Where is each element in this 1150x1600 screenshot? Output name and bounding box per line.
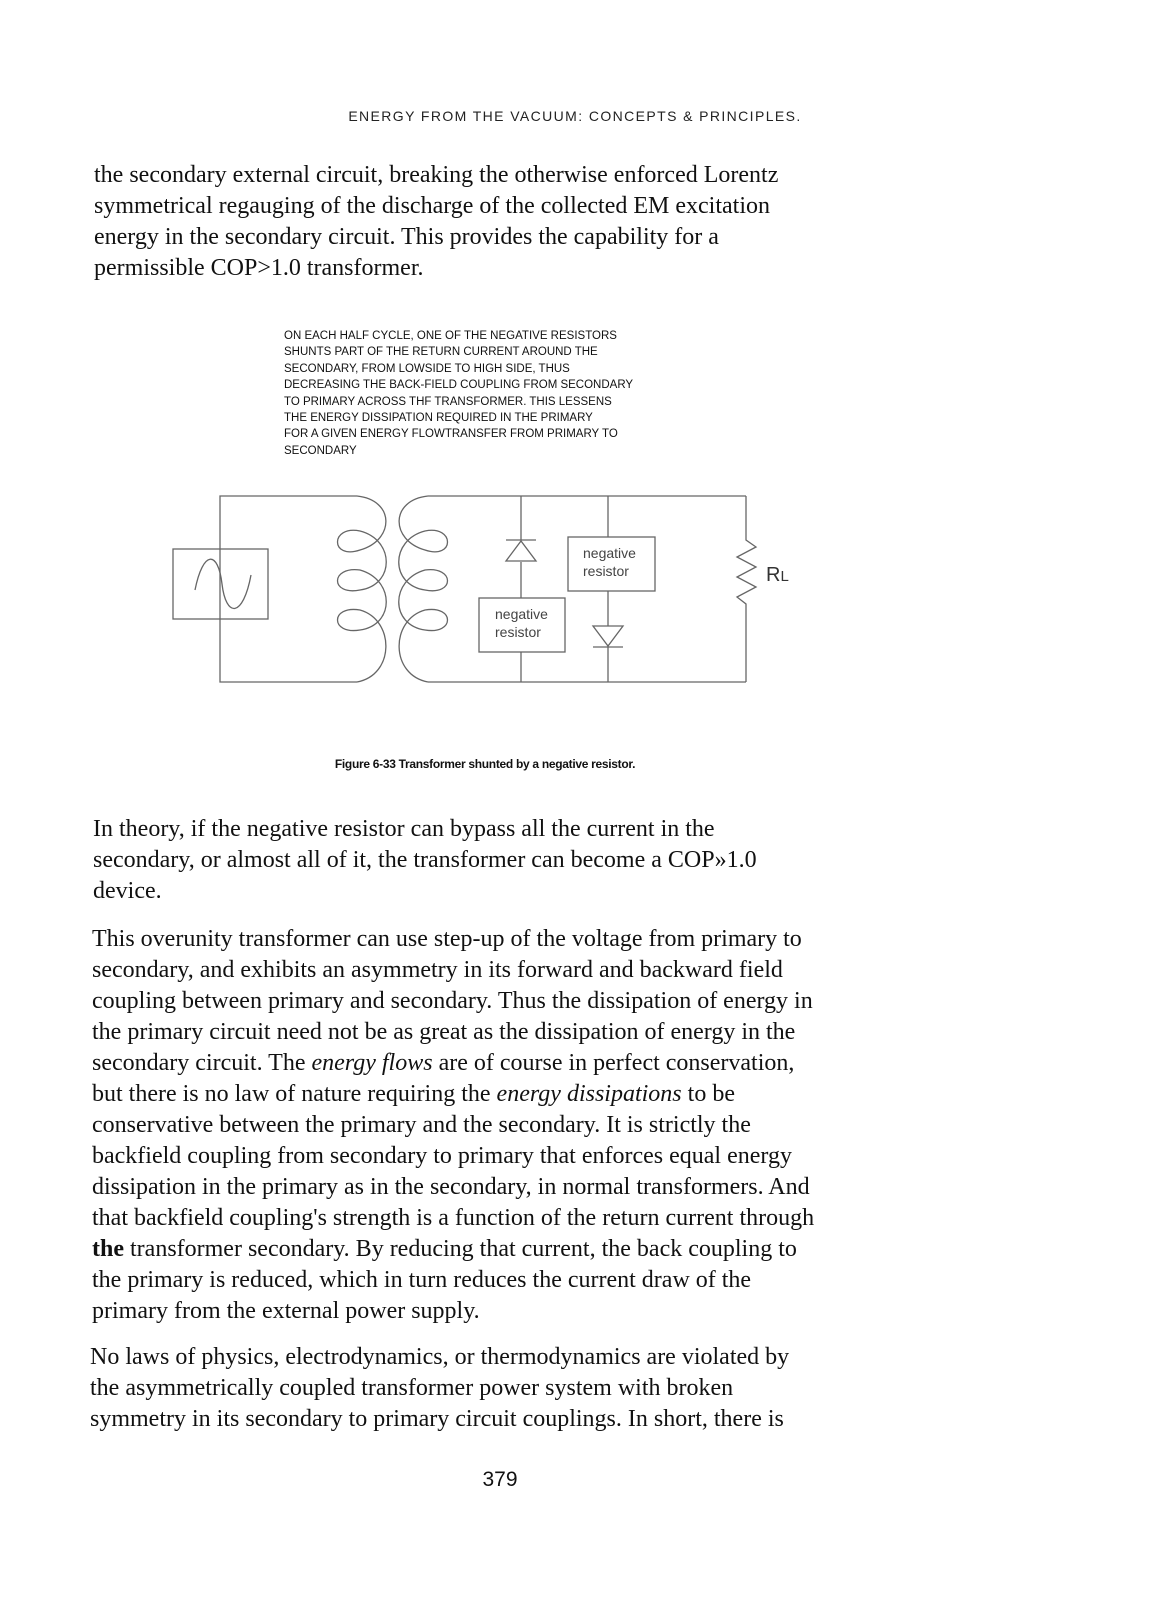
paragraph-3 [92, 924, 814, 1327]
text-line [92, 1048, 814, 1079]
annotation-line: ON EACH HALF CYCLE, ONE OF THE NEGATIVE RESISTORS [284, 330, 617, 342]
text-run: but there is no law of nature requiring the [92, 1081, 497, 1107]
text-line [92, 1079, 814, 1110]
transformer-circuit-diagram [0, 0, 1150, 760]
emphasis-energy-flows: energy flows [311, 1050, 433, 1076]
diode-up-icon [506, 540, 536, 561]
text-line: that backfield coupling's strength is a function of the return current through [92, 1205, 815, 1231]
page-number: 379 [482, 1468, 518, 1491]
secondary-coil [399, 496, 448, 682]
text-line: energy in the secondary circuit. This provides the capability for a [94, 224, 719, 250]
text-run: are of course in perfect conservation, [432, 1050, 795, 1076]
emphasis-energy-dissipations: energy dissipations [496, 1081, 682, 1107]
annotation-line: DECREASING THE BACK-FIELD COUPLING FROM SECONDARY [284, 379, 634, 392]
text-line: primary from the external power supply. [92, 1298, 480, 1324]
bold-word-the: the [92, 1236, 124, 1262]
text-run: secondary circuit. The [92, 1050, 312, 1076]
text-line: the primary circuit need not be as great as the dissipation of energy in the [92, 1019, 796, 1045]
paragraph-4 [90, 1342, 789, 1435]
annotation-line: SECONDARY, FROM LOWSIDE TO HIGH SIDE, THUS [284, 362, 570, 375]
annotation-line: FOR A GIVEN ENERGY FLOWTRANSFER FROM PRIMARY TO [284, 428, 618, 441]
annotation-line: SECONDARY [284, 444, 357, 457]
text-line [92, 1234, 814, 1265]
text-line: secondary, and exhibits an asymmetry in its forward and backward field [92, 957, 783, 983]
text-line: coupling between primary and secondary. Thus the dissipation of energy in [92, 988, 813, 1014]
text-line: backfield coupling from secondary to primary that enforces equal energy [92, 1143, 792, 1169]
text-run: to be [681, 1081, 735, 1107]
load-label-subscript: L [780, 568, 789, 585]
text-line: secondary, or almost all of it, the transformer can become a COP»1.0 [93, 847, 757, 873]
text-line: In theory, if the negative resistor can bypass all the current in the [93, 816, 715, 842]
upper-resistor-label-1: negative [583, 545, 636, 561]
diode-down-icon [593, 626, 623, 647]
load-resistor [737, 496, 756, 682]
text-line: the primary is reduced, which in turn reduces the current draw of the [92, 1267, 752, 1293]
annotation-line: TO PRIMARY ACROSS THF TRANSFORMER. THIS LESSENS [284, 395, 612, 408]
text-line: the secondary external circuit, breaking the otherwise enforced Lorentz [94, 162, 779, 188]
text-line: This overunity transformer can use step-up of the voltage from primary to [92, 926, 802, 952]
paragraph-2 [93, 814, 757, 907]
sine-wave-icon [195, 559, 251, 608]
text-run: transformer secondary. By reducing that current, the back coupling to [124, 1236, 797, 1262]
lower-resistor-label-1: negative [495, 606, 548, 622]
text-line: device. [93, 878, 162, 904]
text-line: permissible COP>1.0 transformer. [94, 255, 424, 281]
upper-resistor-label-2: resistor [583, 563, 629, 579]
primary-loop-wire [220, 496, 357, 682]
text-line: dissipation in the primary as in the secondary, in normal transformers. And [92, 1174, 810, 1200]
text-line: symmetry in its secondary to primary circuit couplings. In short, there is [90, 1406, 784, 1432]
text-line: the asymmetrically coupled transformer power system with broken [90, 1375, 734, 1401]
load-label-r: R [766, 564, 781, 586]
lower-resistor-label-2: resistor [495, 624, 541, 640]
text-line: conservative between the primary and the secondary. It is strictly the [92, 1112, 751, 1138]
text-line: symmetrical regauging of the discharge of the collected EM excitation [94, 193, 770, 219]
text-line: No laws of physics, electrodynamics, or thermodynamics are violated by [90, 1344, 790, 1370]
figure-caption: Figure 6-33 Transformer shunted by a negative resistor. [334, 757, 636, 771]
primary-coil [338, 496, 387, 682]
load-label [766, 564, 789, 586]
annotation-line: SHUNTS PART OF THE RETURN CURRENT AROUND THE [284, 346, 598, 359]
annotation-line: THE ENERGY DISSIPATION REQUIRED IN THE PRIMARY [284, 412, 593, 425]
running-header: ENERGY FROM THE VACUUM: CONCEPTS & PRINCIPLES. [348, 108, 802, 124]
